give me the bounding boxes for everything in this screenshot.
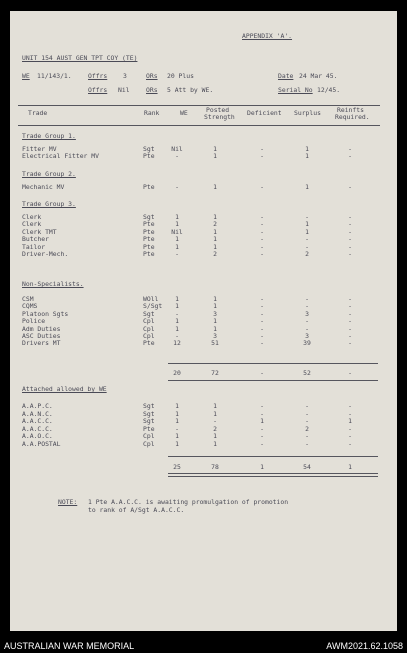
total-surplus: 54: [303, 463, 311, 471]
header-surplus: Surplus: [294, 109, 321, 117]
table-cell-posted: 1: [213, 213, 217, 221]
table-cell-reinf: -: [348, 227, 352, 236]
table-cell-surplus: 1: [305, 227, 309, 236]
table-cell-rank: Pte: [143, 339, 155, 348]
date-label: Date: [278, 72, 294, 80]
table-cell-we: Nil: [171, 227, 183, 236]
table-cell-reinf: -: [348, 324, 352, 333]
attached-cell-surplus: -: [305, 402, 309, 410]
attached-cell-rank: Sgt: [143, 402, 155, 410]
table-cell-reinf: -: [348, 213, 352, 221]
ors-label: ORs: [146, 72, 158, 80]
attached-cell-posted: 1: [213, 409, 217, 418]
table-cell-posted: 1: [213, 183, 217, 191]
offrs-value: 3: [123, 72, 127, 80]
caption-accession-number: AWM2021.62.1058: [326, 641, 403, 651]
table-cell-rank: Pte: [143, 220, 155, 229]
subtotal-rule: [168, 363, 378, 364]
table-cell-trade: Tailor: [22, 242, 46, 251]
we-value: 11/143/1.: [37, 72, 72, 80]
table-cell-deficient: -: [260, 295, 264, 303]
attached-cell-deficient: -: [260, 424, 264, 433]
trade-group-title: Non-Specialists.: [22, 280, 84, 288]
table-cell-trade: Mechanic MV: [22, 183, 65, 191]
ors2-label: ORs: [146, 86, 158, 94]
table-cell-posted: 51: [211, 339, 219, 348]
date-value: 24 Mar 45.: [299, 72, 338, 80]
note-line-2: to rank of A/Sgt A.A.C.C.: [88, 506, 185, 514]
attached-cell-reinf: -: [348, 432, 352, 441]
table-cell-deficient: -: [260, 302, 264, 311]
table-cell-trade: Adm Duties: [22, 324, 61, 333]
table-cell-we: -: [175, 183, 179, 191]
attached-cell-trade: A.A.POSTAL: [22, 440, 61, 448]
table-cell-posted: 2: [213, 220, 217, 229]
table-cell-deficient: -: [260, 339, 264, 348]
table-cell-we: 1: [175, 302, 179, 311]
table-cell-deficient: -: [260, 332, 264, 340]
attached-title: Attached allowed by WE: [22, 385, 107, 393]
table-cell-posted: 1: [213, 235, 217, 244]
table-cell-reinf: -: [348, 235, 352, 244]
offrs2-value: Nil: [118, 86, 130, 94]
table-cell-we: 1: [175, 242, 179, 251]
total-rule-top: [168, 456, 378, 457]
attached-cell-deficient: 1: [260, 417, 264, 426]
subtotal-rule-bottom: [168, 380, 378, 381]
table-cell-surplus: 1: [305, 145, 309, 153]
caption-source: AUSTRALIAN WAR MEMORIAL: [4, 641, 135, 651]
table-cell-rank: Cpl: [143, 317, 155, 326]
attached-cell-posted: 1: [213, 440, 217, 448]
table-cell-trade: Platoon Sgts: [22, 309, 69, 318]
table-cell-deficient: -: [260, 145, 264, 153]
table-cell-we: -: [175, 332, 179, 340]
table-cell-rank: Sgt: [143, 309, 155, 318]
table-cell-rank: Pte: [143, 235, 155, 244]
appendix-label: APPENDIX 'A'.: [242, 32, 293, 40]
table-cell-reinf: -: [348, 317, 352, 326]
table-cell-reinf: -: [348, 339, 352, 348]
table-cell-surplus: -: [305, 302, 309, 311]
table-cell-trade: ASC Duties: [22, 332, 61, 340]
table-cell-reinf: -: [348, 145, 352, 153]
table-cell-rank: Sgt: [143, 145, 155, 153]
attached-cell-rank: Pte: [143, 424, 155, 433]
table-cell-trade: Police: [22, 317, 46, 326]
table-cell-we: 1: [175, 324, 179, 333]
attached-cell-deficient: -: [260, 440, 264, 448]
table-cell-reinf: -: [348, 302, 352, 311]
subtotal-surplus: 52: [303, 369, 311, 377]
table-cell-we: 1: [175, 235, 179, 244]
table-cell-surplus: 3: [305, 332, 309, 340]
table-cell-surplus: 2: [305, 250, 309, 258]
table-cell-surplus: 3: [305, 309, 309, 318]
table-cell-rank: Pte: [143, 227, 155, 236]
table-cell-rank: S/Sgt: [143, 302, 163, 311]
table-cell-surplus: -: [305, 295, 309, 303]
subtotal-posted: 72: [211, 369, 219, 377]
attached-cell-rank: Sgt: [143, 417, 155, 426]
offrs2-label: Offrs: [88, 86, 108, 94]
attached-cell-surplus: 2: [305, 424, 309, 433]
table-cell-surplus: 1: [305, 152, 309, 161]
table-cell-posted: 1: [213, 152, 217, 161]
table-cell-surplus: -: [305, 317, 309, 326]
table-cell-posted: 1: [213, 227, 217, 236]
table-cell-reinf: -: [348, 250, 352, 258]
ors2-value: 5 Att by WE.: [167, 86, 214, 94]
table-cell-rank: Cpl: [143, 324, 155, 333]
attached-cell-we: 1: [175, 440, 179, 448]
attached-cell-trade: A.A.P.C.: [22, 402, 53, 410]
table-cell-deficient: -: [260, 309, 264, 318]
trade-group-title: Trade Group 1.: [22, 132, 76, 140]
attached-cell-we: 1: [175, 409, 179, 418]
table-cell-we: -: [175, 152, 179, 161]
table-cell-deficient: -: [260, 220, 264, 229]
attached-cell-rank: Sgt: [143, 409, 155, 418]
header-reinf-1: Reinfts: [337, 106, 364, 114]
table-cell-rank: Cpl: [143, 332, 155, 340]
table-cell-deficient: -: [260, 324, 264, 333]
attached-cell-deficient: -: [260, 432, 264, 441]
table-cell-posted: 1: [213, 295, 217, 303]
attached-cell-trade: A.A.C.C.: [22, 424, 53, 433]
subtotal-deficient: -: [260, 369, 264, 377]
header-reinf-2: Required.: [335, 113, 370, 121]
table-cell-trade: Clerk: [22, 213, 42, 221]
table-cell-surplus: 1: [305, 220, 309, 229]
table-cell-deficient: -: [260, 250, 264, 258]
table-cell-trade: Driver-Mech.: [22, 250, 69, 258]
table-cell-rank: Pte: [143, 152, 155, 161]
unit-title: UNIT 154 AUST GEN TPT COY (TE): [22, 54, 138, 62]
table-cell-reinf: -: [348, 332, 352, 340]
table-cell-reinf: -: [348, 295, 352, 303]
note-label: NOTE:: [58, 498, 78, 506]
table-cell-we: 1: [175, 220, 179, 229]
table-cell-rank: Pte: [143, 242, 155, 251]
table-cell-trade: CSM: [22, 295, 34, 303]
attached-cell-we: 1: [175, 402, 179, 410]
header-deficient: Deficient: [247, 109, 282, 117]
table-cell-rank: Pte: [143, 183, 155, 191]
attached-cell-reinf: 1: [348, 417, 352, 426]
table-cell-posted: 1: [213, 324, 217, 333]
total-deficient: 1: [260, 463, 264, 471]
total-rule-bottom-2: [168, 476, 378, 477]
attached-cell-deficient: -: [260, 409, 264, 418]
subtotal-we: 20: [173, 369, 181, 377]
table-cell-deficient: -: [260, 227, 264, 236]
trade-group-title: Trade Group 3.: [22, 200, 76, 208]
table-cell-deficient: -: [260, 213, 264, 221]
table-cell-posted: 1: [213, 317, 217, 326]
attached-cell-reinf: -: [348, 402, 352, 410]
table-cell-trade: Drivers MT: [22, 339, 61, 348]
trade-group-title: Trade Group 2.: [22, 170, 76, 178]
note-line-1: 1 Pte A.A.C.C. is awaiting promulgation of promotion: [88, 498, 289, 506]
table-cell-posted: 1: [213, 242, 217, 251]
attached-cell-posted: -: [213, 417, 217, 426]
attached-cell-surplus: -: [305, 409, 309, 418]
attached-cell-we: 1: [175, 417, 179, 426]
table-cell-reinf: -: [348, 309, 352, 318]
table-cell-surplus: -: [305, 324, 309, 333]
attached-cell-posted: 1: [213, 402, 217, 410]
attached-cell-we: -: [175, 424, 179, 433]
table-cell-surplus: 39: [303, 339, 311, 348]
table-cell-we: 12: [173, 339, 181, 348]
table-cell-deficient: -: [260, 242, 264, 251]
attached-cell-trade: A.A.C.C.: [22, 417, 53, 426]
table-cell-we: Nil: [171, 145, 183, 153]
header-rule-bottom: [18, 125, 380, 126]
attached-cell-posted: 2: [213, 424, 217, 433]
table-cell-deficient: -: [260, 235, 264, 244]
header-rule-top: [18, 105, 380, 106]
table-cell-posted: 3: [213, 309, 217, 318]
document-page: [10, 11, 397, 631]
attached-cell-surplus: -: [305, 432, 309, 441]
attached-cell-rank: Cpl: [143, 440, 155, 448]
table-cell-deficient: -: [260, 152, 264, 161]
table-cell-deficient: -: [260, 183, 264, 191]
table-cell-reinf: -: [348, 242, 352, 251]
header-we: WE: [180, 109, 188, 117]
caption-bar: [0, 640, 407, 653]
table-cell-we: 1: [175, 317, 179, 326]
ors-value: 20 Plus: [167, 72, 194, 80]
attached-cell-we: 1: [175, 432, 179, 441]
table-cell-surplus: -: [305, 213, 309, 221]
total-posted: 78: [211, 463, 219, 471]
table-cell-trade: Electrical Fitter MV: [22, 152, 99, 161]
table-cell-reinf: -: [348, 152, 352, 161]
table-cell-we: -: [175, 250, 179, 258]
we-label: WE: [22, 72, 30, 80]
attached-cell-reinf: -: [348, 409, 352, 418]
total-we: 25: [173, 463, 181, 471]
subtotal-reinf: -: [348, 369, 352, 377]
table-cell-trade: Clerk: [22, 220, 42, 229]
table-cell-trade: Fitter MV: [22, 145, 57, 153]
attached-cell-reinf: -: [348, 440, 352, 448]
table-cell-posted: 3: [213, 332, 217, 340]
attached-cell-deficient: -: [260, 402, 264, 410]
attached-cell-reinf: -: [348, 424, 352, 433]
header-posted-1: Posted: [206, 106, 230, 114]
table-cell-deficient: -: [260, 317, 264, 326]
table-cell-surplus: -: [305, 235, 309, 244]
table-cell-trade: CQMS: [22, 302, 38, 311]
offrs-label: Offrs: [88, 72, 108, 80]
attached-cell-surplus: -: [305, 417, 309, 426]
header-posted-2: Strength: [204, 113, 235, 121]
table-cell-reinf: -: [348, 220, 352, 229]
table-cell-posted: 2: [213, 250, 217, 258]
total-reinf: 1: [348, 463, 352, 471]
header-rank: Rank: [144, 109, 160, 117]
attached-cell-posted: 1: [213, 432, 217, 441]
table-cell-surplus: -: [305, 242, 309, 251]
table-cell-trade: Butcher: [22, 235, 49, 244]
attached-cell-rank: Cpl: [143, 432, 155, 441]
table-cell-we: -: [175, 309, 179, 318]
table-cell-posted: 1: [213, 145, 217, 153]
total-rule-bottom-1: [168, 473, 378, 474]
serial-value: 12/45.: [317, 86, 341, 94]
attached-cell-trade: A.A.O.C.: [22, 432, 53, 441]
header-trade: Trade: [28, 109, 48, 117]
serial-label: Serial No: [278, 86, 313, 94]
table-cell-posted: 1: [213, 302, 217, 311]
table-cell-rank: WOll: [143, 295, 159, 303]
attached-cell-surplus: -: [305, 440, 309, 448]
table-cell-trade: Clerk TMT: [22, 227, 57, 236]
table-cell-surplus: 1: [305, 183, 309, 191]
table-cell-rank: Sgt: [143, 213, 155, 221]
table-cell-reinf: -: [348, 183, 352, 191]
table-cell-rank: Pte: [143, 250, 155, 258]
attached-cell-trade: A.A.N.C.: [22, 409, 53, 418]
table-cell-we: 1: [175, 213, 179, 221]
table-cell-we: 1: [175, 295, 179, 303]
